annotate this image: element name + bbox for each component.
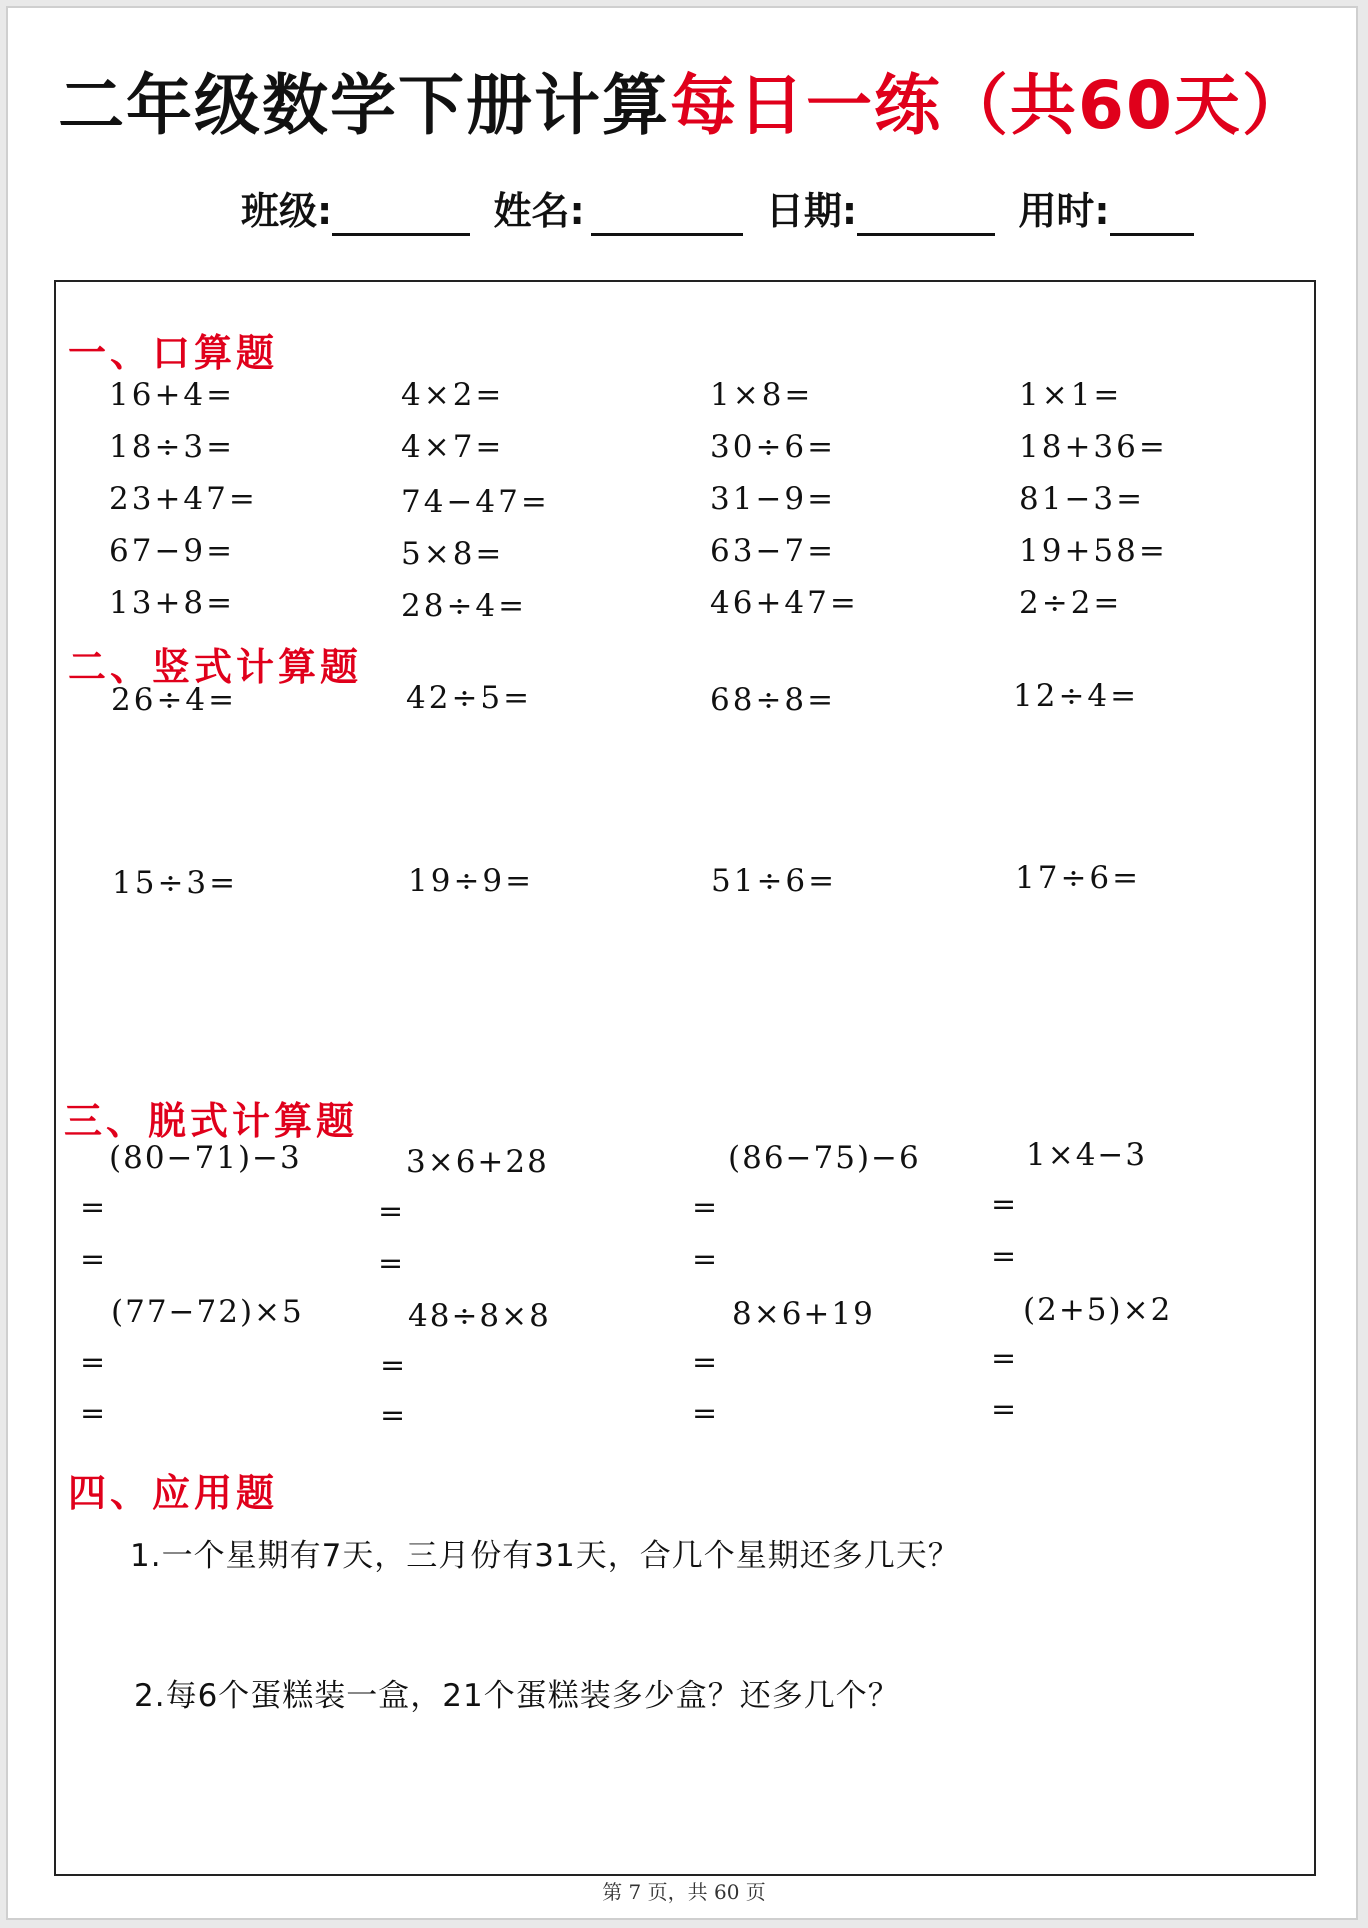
- oral-item: 30÷6=: [710, 429, 837, 465]
- vertical-item: 51÷6=: [711, 863, 838, 899]
- vertical-item: 17÷6=: [1015, 860, 1142, 896]
- student-info-row: [241, 186, 1204, 236]
- stepwise-item: 3×6+28: [406, 1144, 549, 1180]
- exercise-frame: [54, 280, 1316, 1876]
- oral-item: 18+36=: [1019, 429, 1168, 465]
- equals-sign: =: [991, 1392, 1017, 1427]
- equals-sign: =: [991, 1187, 1017, 1222]
- equals-sign: =: [991, 1239, 1017, 1274]
- oral-item: 28÷4=: [401, 588, 528, 624]
- time-used-blank[interactable]: [1110, 191, 1194, 236]
- equals-sign: =: [378, 1246, 404, 1281]
- oral-item: 4×7=: [401, 429, 505, 465]
- oral-item: 1×1=: [1019, 377, 1123, 413]
- vertical-item: 12÷4=: [1013, 678, 1140, 714]
- equals-sign: =: [380, 1348, 406, 1383]
- oral-item: 46+47=: [710, 585, 859, 621]
- stepwise-item: 1×4−3: [1026, 1137, 1148, 1173]
- stepwise-item: (2+5)×2: [1023, 1292, 1173, 1328]
- oral-item: 13+8=: [109, 585, 236, 621]
- page-footer: 第 7 页，共 60 页: [602, 1880, 766, 1904]
- oral-item: 5×8=: [401, 536, 505, 572]
- section-stepwise-heading: 三、脱式计算题: [64, 1098, 359, 1143]
- equals-sign: =: [80, 1242, 106, 1277]
- stepwise-item: (80−71)−3: [109, 1140, 302, 1176]
- oral-item: 81−3=: [1019, 481, 1146, 517]
- stepwise-item: 48÷8×8: [408, 1298, 551, 1334]
- date-blank[interactable]: [857, 191, 995, 236]
- oral-item: 23+47=: [109, 481, 258, 517]
- name-label: 姓名:: [493, 189, 585, 233]
- worksheet-page: [6, 6, 1358, 1920]
- vertical-item: 68÷8=: [710, 682, 837, 718]
- time-used-label: 用时:: [1018, 189, 1110, 233]
- title-highlight: 每日一练（共60天）: [670, 67, 1310, 144]
- date-label: 日期:: [765, 189, 858, 233]
- class-blank[interactable]: [332, 191, 470, 236]
- oral-item: 4×2=: [401, 377, 505, 413]
- oral-item: 19+58=: [1019, 533, 1168, 569]
- equals-sign: =: [378, 1194, 404, 1229]
- application-problem-2: 2.每6个蛋糕装一盒，21个蛋糕装多少盒？还多几个？: [134, 1678, 900, 1714]
- section-vertical-heading: 二、竖式计算题: [68, 644, 363, 689]
- oral-item: 74−47=: [401, 484, 550, 520]
- name-blank[interactable]: [591, 191, 743, 236]
- oral-item: 67−9=: [109, 533, 236, 569]
- vertical-item: 42÷5=: [406, 680, 533, 716]
- stepwise-item: (86−75)−6: [728, 1140, 921, 1176]
- vertical-item: 26÷4=: [111, 682, 238, 718]
- equals-sign: =: [380, 1398, 406, 1433]
- vertical-item: 15÷3=: [112, 865, 239, 901]
- equals-sign: =: [692, 1190, 718, 1225]
- stepwise-item: 8×6+19: [732, 1296, 875, 1332]
- equals-sign: =: [692, 1242, 718, 1277]
- equals-sign: =: [80, 1190, 106, 1225]
- section-oral-heading: 一、口算题: [68, 330, 279, 375]
- equals-sign: =: [991, 1341, 1017, 1376]
- application-problem-1: 1.一个星期有7天，三月份有31天，合几个星期还多几天？: [130, 1538, 960, 1574]
- equals-sign: =: [692, 1396, 718, 1431]
- oral-item: 1×8=: [710, 377, 814, 413]
- class-label: 班级:: [241, 189, 333, 233]
- section-application-heading: 四、应用题: [68, 1470, 279, 1515]
- oral-item: 63−7=: [710, 533, 837, 569]
- worksheet-title: [8, 66, 1360, 146]
- equals-sign: =: [80, 1396, 106, 1431]
- oral-item: 16+4=: [109, 377, 236, 413]
- stepwise-item: (77−72)×5: [111, 1294, 304, 1330]
- vertical-item: 19÷9=: [408, 863, 535, 899]
- oral-item: 31−9=: [710, 481, 837, 517]
- equals-sign: =: [692, 1345, 718, 1380]
- equals-sign: =: [80, 1345, 106, 1380]
- title-main: 二年级数学下册计算: [58, 67, 671, 144]
- oral-item: 2÷2=: [1019, 585, 1123, 621]
- oral-item: 18÷3=: [109, 429, 236, 465]
